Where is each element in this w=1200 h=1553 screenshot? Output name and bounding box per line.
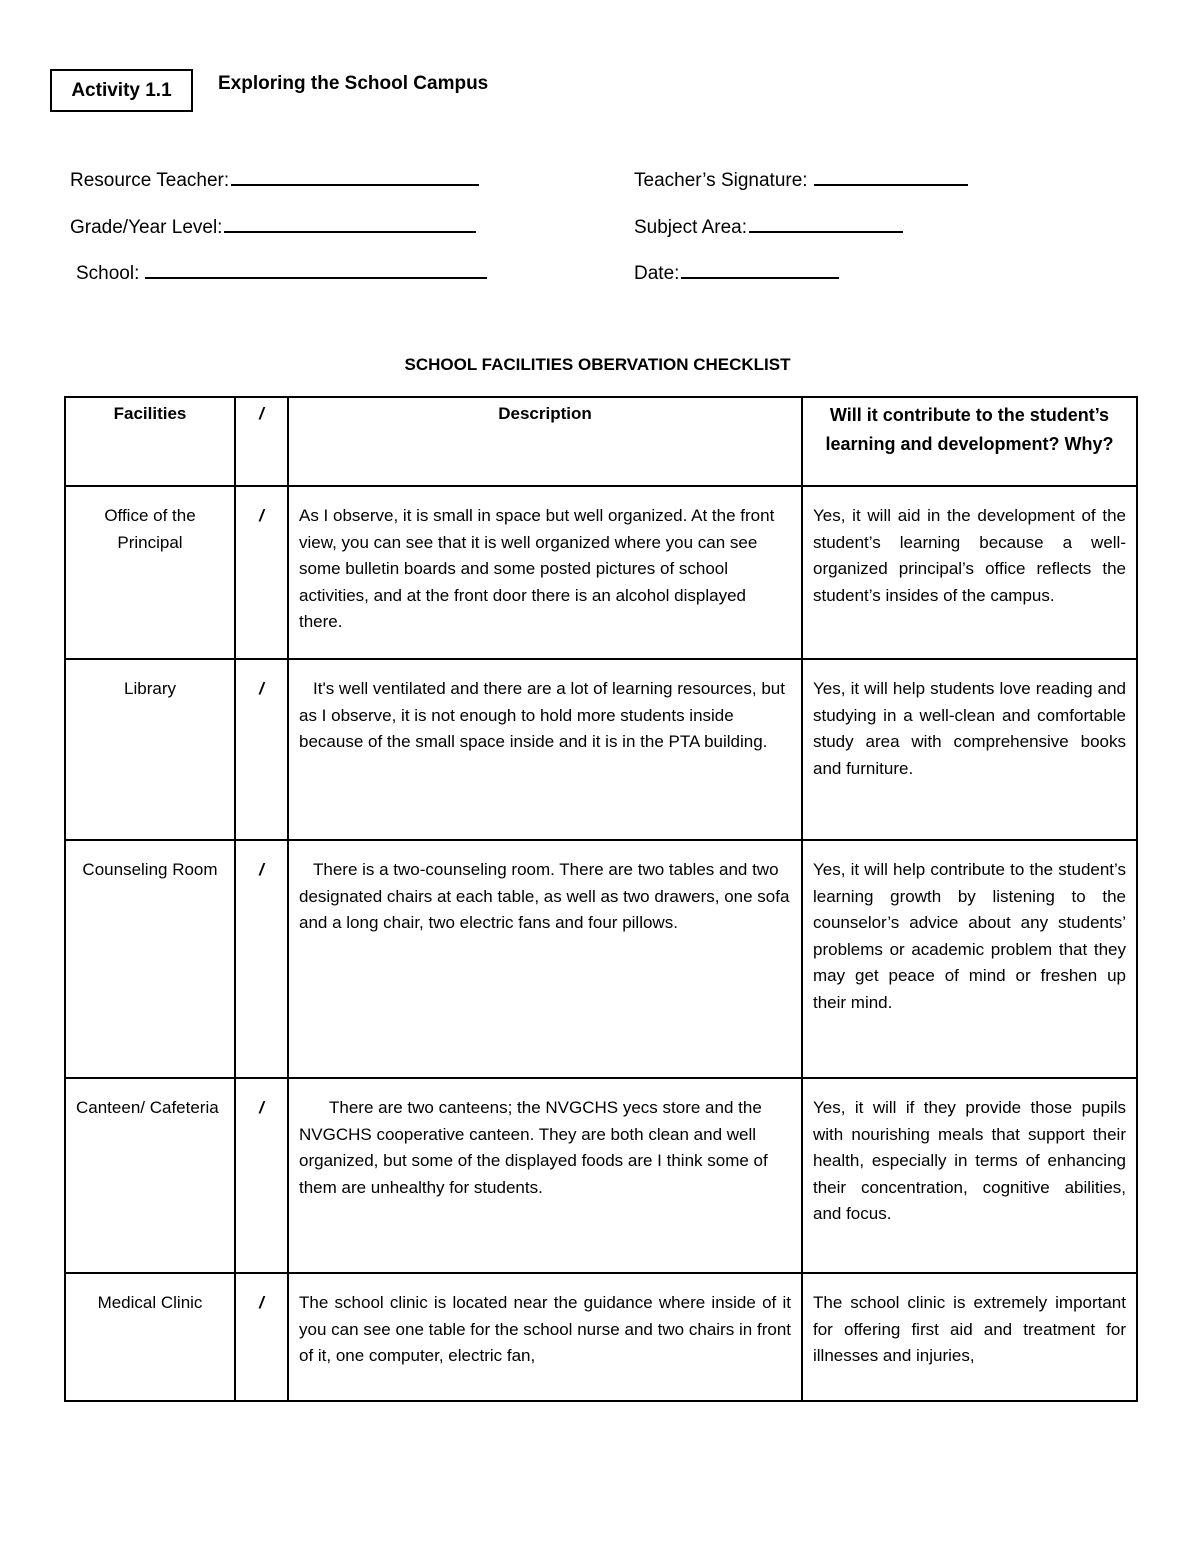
contribution-cell: Yes, it will help contribute to the student’s learning growth by listening to the counselor’s advice about any students’ problems or academic problem that they may get peace of mind or freshen up their mind. — [802, 840, 1137, 1078]
checkmark-cell: / — [235, 486, 288, 659]
table-row — [65, 1078, 1137, 1273]
teacher-signature-blank[interactable] — [814, 166, 968, 186]
subject-area-field[interactable] — [634, 213, 903, 239]
table-row — [65, 1273, 1137, 1401]
column-header-description: Description — [288, 397, 802, 486]
contribution-cell: Yes, it will aid in the development of the student’s learning because a well-organized principal’s office reflects the student’s insides of the campus. — [802, 486, 1137, 659]
facility-cell: Library — [65, 659, 235, 840]
facilities-checklist-table — [64, 396, 1138, 1402]
description-cell: There is a two-counseling room. There are two tables and two designated chairs at each table, as well as two drawers, one sofa and a long chair, two electric fans and four pillows. — [288, 840, 802, 1078]
grade-year-level-label: Grade/Year Level: — [70, 217, 223, 238]
column-header-contribution: Will it contribute to the student’s learning and development? Why? — [802, 397, 1137, 486]
facility-cell: Medical Clinic — [65, 1273, 235, 1401]
contribution-cell: Yes, it will help students love reading and studying in a well-clean and comfortable study area with comprehensive books and furniture. — [802, 659, 1137, 840]
checkmark-cell: / — [235, 1273, 288, 1401]
date-label: Date: — [634, 263, 680, 284]
teacher-signature-label: Teacher’s Signature: — [634, 170, 808, 191]
description-cell: There are two canteens; the NVGCHS yecs store and the NVGCHS cooperative canteen. They are both clean and well organized, but some of the displayed foods are I think some of them are unhealthy for students. — [288, 1078, 802, 1273]
subject-area-blank[interactable] — [749, 213, 903, 233]
table-header-row — [65, 397, 1137, 486]
checkmark-cell: / — [235, 840, 288, 1078]
facility-cell: Counseling Room — [65, 840, 235, 1078]
description-cell: As I observe, it is small in space but well organized. At the front view, you can see that it is well organized where you can see some bulletin boards and some posted pictures of school activities, and at the front door there is an alcohol displayed there. — [288, 486, 802, 659]
column-header-facilities: Facilities — [65, 397, 235, 486]
checkmark-cell: / — [235, 659, 288, 840]
activity-title: Exploring the School Campus — [218, 73, 489, 94]
school-blank[interactable] — [145, 259, 487, 279]
activity-label-box — [50, 69, 193, 112]
school-field[interactable] — [76, 259, 487, 285]
contribution-cell: Yes, it will if they provide those pupils with nourishing meals that support their health, especially in terms of enhancing their concentration, cognitive abilities, and focus. — [802, 1078, 1137, 1273]
resource-teacher-blank[interactable] — [231, 166, 479, 186]
description-cell: It's well ventilated and there are a lot of learning resources, but as I observe, it is not enough to hold more students inside because of the small space inside and it is in the PTA building. — [288, 659, 802, 840]
date-field[interactable] — [634, 259, 839, 285]
checklist-title: SCHOOL FACILITIES OBERVATION CHECKLIST — [404, 355, 791, 374]
facility-cell: Canteen/ Cafeteria — [65, 1078, 235, 1273]
table-row — [65, 840, 1137, 1078]
date-blank[interactable] — [681, 259, 839, 279]
subject-area-label: Subject Area: — [634, 217, 748, 238]
checkmark-cell: / — [235, 1078, 288, 1273]
contribution-cell: The school clinic is extremely important for offering first aid and treatment for illnesses and injuries, — [802, 1273, 1137, 1401]
teacher-signature-field[interactable] — [634, 166, 968, 192]
resource-teacher-label: Resource Teacher: — [70, 170, 230, 191]
grade-year-level-field[interactable] — [70, 213, 476, 239]
description-cell: The school clinic is located near the guidance where inside of it you can see one table for the school nurse and two chairs in front of it, one computer, electric fan, — [288, 1273, 802, 1401]
activity-label: Activity 1.1 — [71, 79, 172, 101]
school-label: School: — [76, 263, 140, 284]
table-row — [65, 486, 1137, 659]
column-header-mark: / — [235, 397, 288, 486]
table-row — [65, 659, 1137, 840]
facility-cell: Office of the Principal — [65, 486, 235, 659]
resource-teacher-field[interactable] — [70, 166, 479, 192]
grade-year-level-blank[interactable] — [224, 213, 476, 233]
